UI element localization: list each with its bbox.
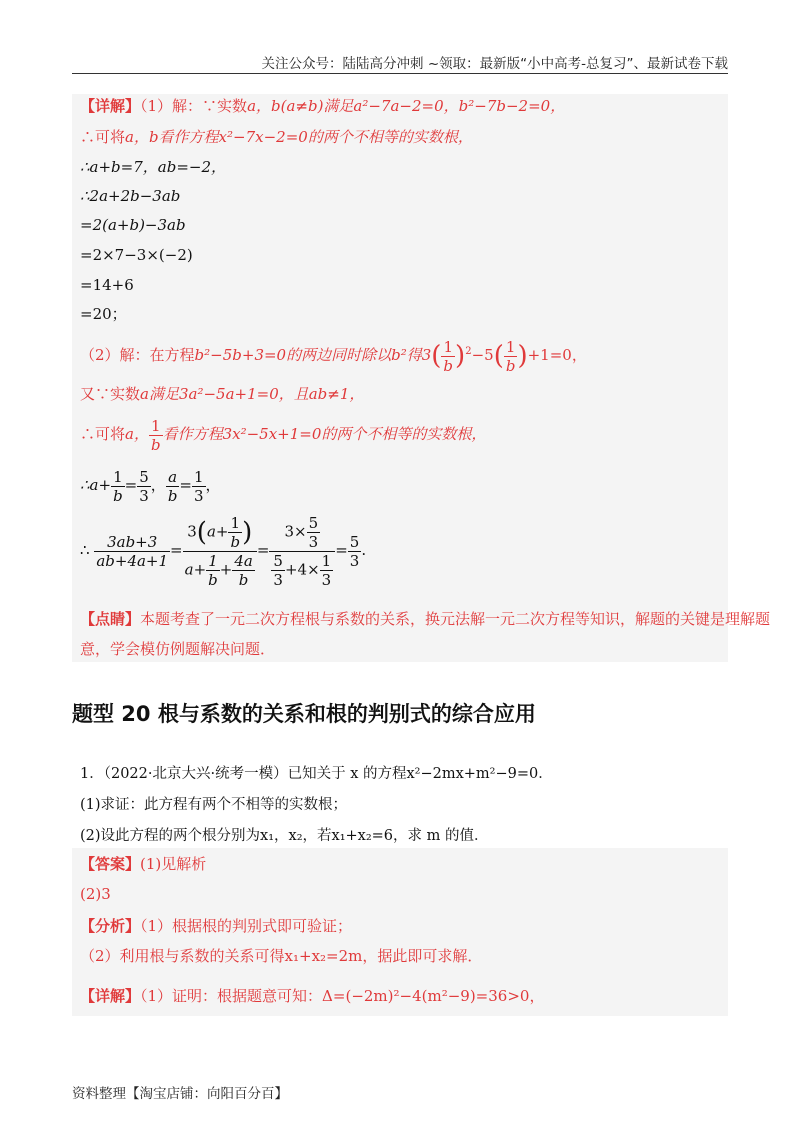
detail-line-2: ∴可将a，b看作方程x²−7x−2=0的两个不相等的实数根， [80,128,473,146]
detail-line-11: ∴可将a， $\frac{1}{b}$ 看作方程3x²−5x+1=0的两个不相等的实数根， [80,416,487,454]
detail-line-8: =20； [80,305,127,323]
question-1-part-1: (1)求证：此方程有两个不相等的实数根； [80,797,348,813]
detail-line-1: 【详解】（1）解：∵实数a，b(a≠b)满足a²−7a−2=0，b²−7b−2=0， [80,97,566,115]
detail-line-6: =2×7−3×(−2) [80,246,193,264]
question-1: 1．（2022·北京大兴·统考一模）已知关于 x 的方程x²−2mx+m²−9=0． [80,766,553,782]
answer-line-2: (2)3 [80,885,111,903]
detail-line-5: =2(a+b)−3ab [80,216,186,234]
section-title: 题型 20 根与系数的关系和根的判别式的综合应用 [72,702,536,726]
detail-line-4: ∴2a+2b−3ab [80,187,181,205]
detail-line-9: （2）解：在方程b²−5b+3=0的两边同时除以b²得3( $\frac{1}{b}$ )$^2$−5( $\frac{1}{b}$ )+1=0， [80,337,587,375]
detail-line-10: 又∵实数a满足3a²−5a+1=0，且ab≠1， [80,385,365,403]
header-rule [72,73,728,74]
point-line-1: 【点睛】本题考查了一元二次方程根与系数的关系，换元法解一元二次方程等知识，解题的关键是理解题 [80,610,771,628]
analysis-line-2: （2）利用根与系数的关系可得x₁+x₂=2m，据此即可求解． [80,947,483,965]
detail-line-12: ∴a+ $\frac{1}{b}$ = $\frac{5}{3}$ ， $\frac{a}{b}$ = $\frac{1}{3}$ ， [80,467,221,505]
point-line-2: 意，学会模仿例题解决问题． [80,640,276,658]
page-header: 关注公众号：陆陆高分冲刺 ~领取：最新版“小中高考-总复习”、最新试卷下载 [261,56,728,72]
answer-line-1: 【答案】(1)见解析 [80,855,207,873]
detail-line-3: ∴a+b=7，ab=−2， [80,158,226,176]
detail-line-13: ∴ $\frac{3ab+3}{ab+4a+1}$ = 3(a+ $\frac{1}{b}$ ) a+ $\frac{1}{b}$ + $\frac{4a}{b}$ = 3× $\frac{5}{3}$ $\frac{5}{3}$ +4× $\frac{1}{3}$ = $\frac{5}{3}$ . [80,513,367,589]
page-footer: 资料整理【淘宝店铺：向阳百分百】 [72,1086,288,1102]
analysis-line-1: 【分析】（1）根据根的判别式即可验证； [80,917,353,935]
detail-line-7: =14+6 [80,276,134,294]
detail-line-final: 【详解】（1）证明：根据题意可知：Δ=(−2m)²−4(m²−9)=36>0， [80,987,545,1005]
question-1-part-2: (2)设此方程的两个根分别为x₁，x₂，若x₁+x₂=6，求 m 的值． [80,828,489,844]
